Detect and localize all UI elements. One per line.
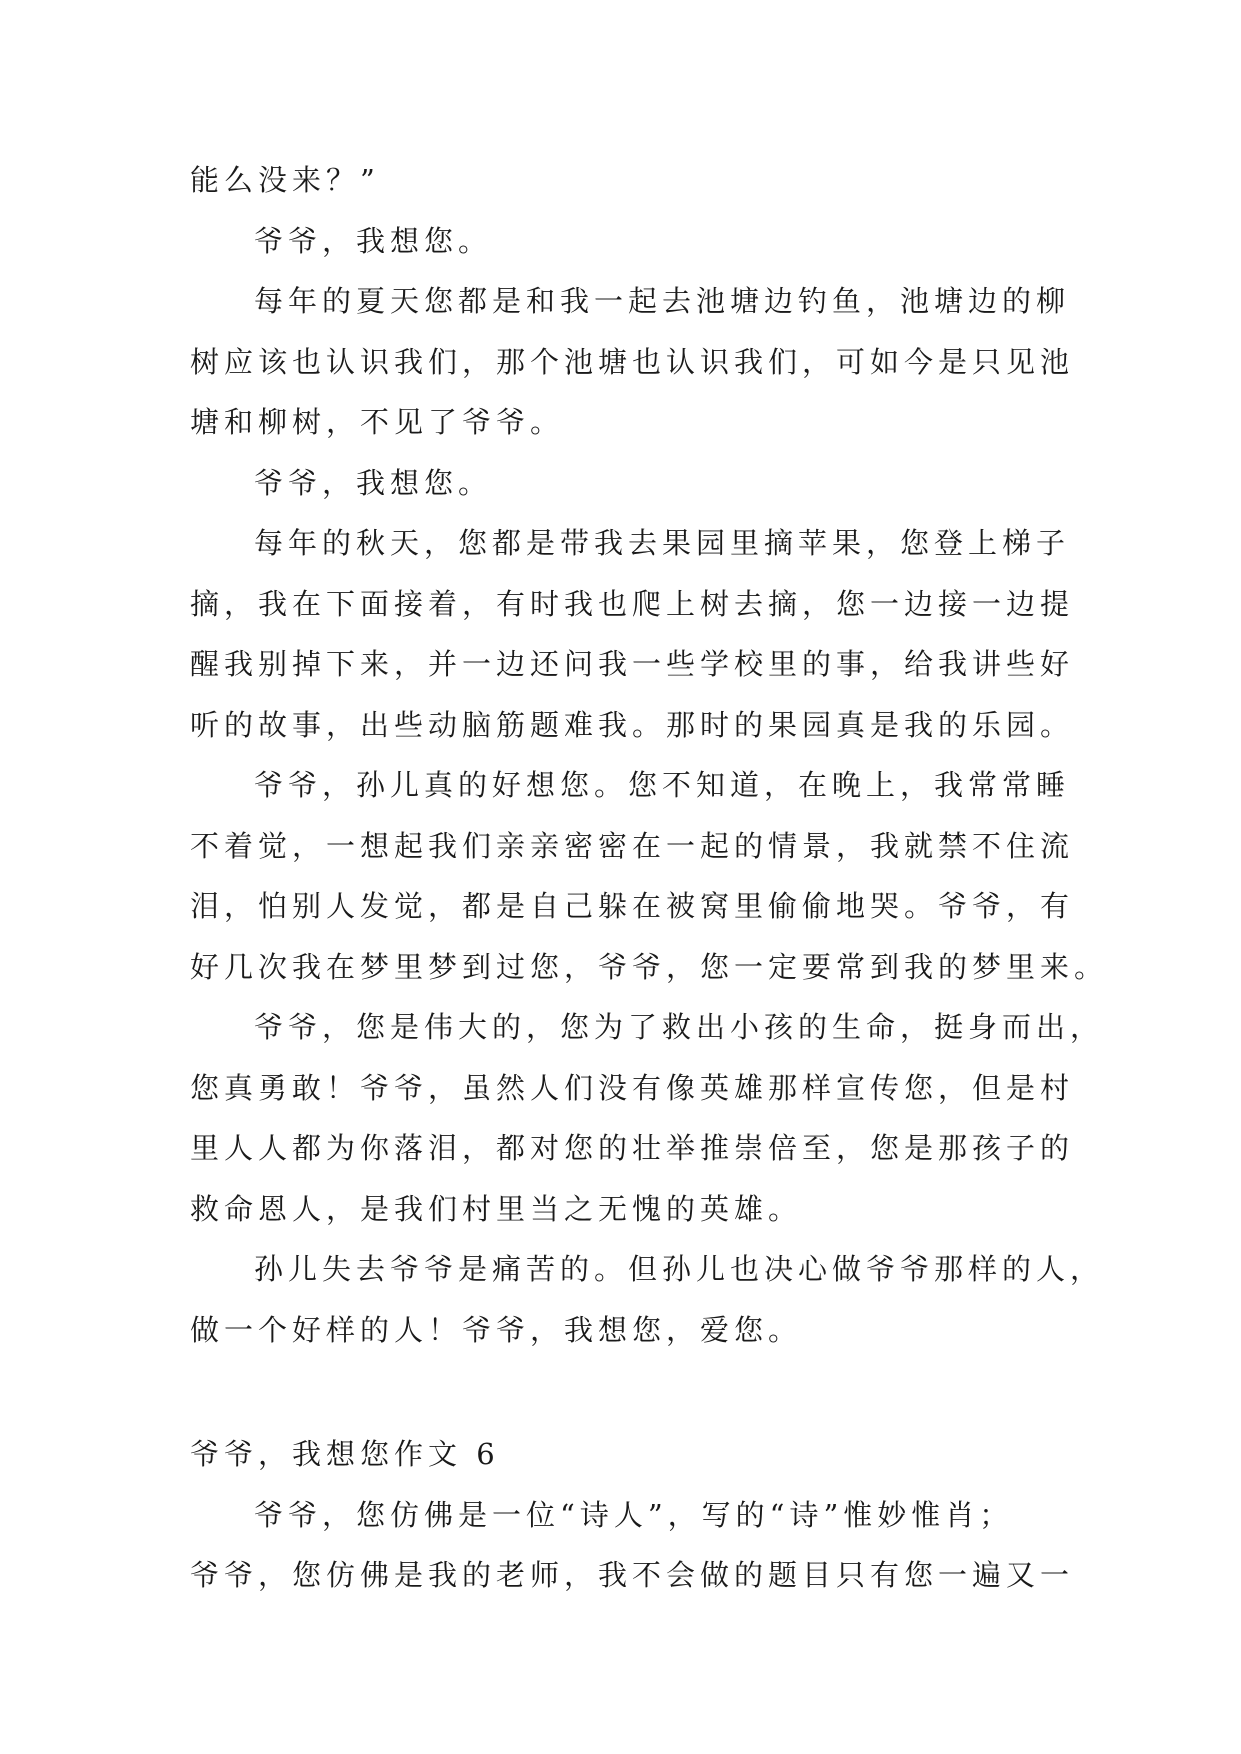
paragraph-line: 醒我别掉下来，并一边还问我一些学校里的事，给我讲些好	[190, 647, 1075, 681]
paragraph-line: 爷爷，我想您。	[254, 223, 493, 258]
paragraph-line: 做一个好样的人！爷爷，我想您，爱您。	[190, 1312, 803, 1347]
paragraph-line: 爷爷，我想您。	[254, 465, 493, 500]
document-body	[190, 150, 1109, 1606]
section-spacer	[190, 1360, 1050, 1424]
paragraph-line: 爷爷，孙儿真的好想您。您不知道，在晚上，我常常睡	[254, 768, 1071, 802]
paragraph-line: 好几次我在梦里梦到过您，爷爷，您一定要常到我的梦里来。	[190, 949, 1109, 984]
paragraph-line: 爷爷，您仿佛是一位“诗人”，写的“诗”惟妙惟肖；	[254, 1497, 1014, 1532]
paragraph-line: 摘，我在下面接着，有时我也爬上树去摘，您一边接一边提	[190, 586, 1075, 621]
paragraph-line: 里人人都为你落泪，都对您的壮举推崇倍至，您是那孩子的	[190, 1131, 1075, 1165]
paragraph-line: 听的故事，出些动脑筋题难我。那时的果园真是我的乐园。	[190, 707, 1075, 742]
paragraph-line: 爷爷，您仿佛是我的老师，我不会做的题目只有您一遍又一	[190, 1558, 1075, 1592]
paragraph-line: 孙儿失去爷爷是痛苦的。但孙儿也决心做爷爷那样的人，	[254, 1252, 1105, 1286]
paragraph-line: 每年的秋天，您都是带我去果园里摘苹果，您登上梯子	[254, 526, 1071, 560]
paragraph-line: 不着觉，一想起我们亲亲密密在一起的情景，我就禁不住流	[190, 828, 1075, 863]
paragraph-line: 救命恩人，是我们村里当之无愧的英雄。	[190, 1191, 803, 1226]
paragraph-line: 每年的夏天您都是和我一起去池塘边钓鱼，池塘边的柳	[254, 284, 1071, 318]
paragraph-line: 树应该也认识我们，那个池塘也认识我们，可如今是只见池	[190, 344, 1075, 379]
paragraph-line: 爷爷，您是伟大的，您为了救出小孩的生命，挺身而出，	[254, 1010, 1105, 1044]
text-line: 能么没来？”	[190, 163, 380, 197]
paragraph-line: 泪，怕别人发觉，都是自己躲在被窝里偷偷地哭。爷爷，有	[190, 889, 1075, 923]
section-heading: 爷爷，我想您作文 6	[190, 1437, 500, 1471]
paragraph-line: 您真勇敢！爷爷，虽然人们没有像英雄那样宣传您，但是村	[190, 1070, 1075, 1105]
paragraph-line: 塘和柳树，不见了爷爷。	[190, 405, 565, 439]
